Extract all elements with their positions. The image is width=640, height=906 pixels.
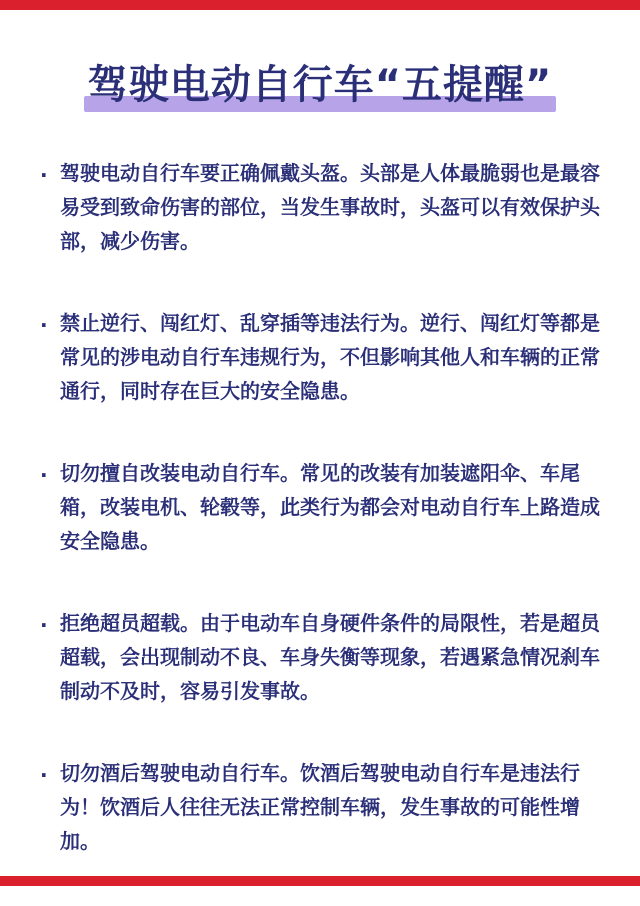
list-item (40, 606, 606, 756)
bullet-dot: · (40, 613, 48, 637)
reminder-list (40, 156, 606, 906)
reminder-text: 驾驶电动自行车要正确佩戴头盔。头部是人体最脆弱也是最容易受到致命伤害的部位，当发生事故时，头盔可以有效保护头部，减少伤害。 (60, 161, 600, 253)
list-item (40, 156, 606, 306)
list-item (40, 306, 606, 456)
bullet-dot: · (40, 763, 48, 787)
bottom-red-bar (0, 876, 640, 886)
bullet-dot: · (40, 313, 48, 337)
reminder-text: 拒绝超员超载。由于电动车自身硬件条件的局限性，若是超员超载，会出现制动不良、车身失衡等现象，若遇紧急情况刹车制动不及时，容易引发事故。 (60, 611, 600, 703)
top-red-bar (0, 0, 640, 10)
list-item (40, 456, 606, 606)
bullet-dot: · (40, 163, 48, 187)
title-block (88, 60, 553, 110)
bullet-dot: · (40, 463, 48, 487)
reminder-text: 切勿酒后驾驶电动自行车。饮酒后驾驶电动自行车是违法行为！饮酒后人往往无法正常控制车辆，发生事故的可能性增加。 (60, 761, 580, 853)
reminder-text: 切勿擅自改装电动自行车。常见的改装有加装遮阳伞、车尾箱，改装电机、轮毂等，此类行为都会对电动自行车上路造成安全隐患。 (60, 461, 600, 553)
page-title: 驾驶电动自行车“五提醒” (87, 62, 553, 108)
title-area (0, 60, 640, 110)
reminder-text: 禁止逆行、闯红灯、乱穿插等违法行为。逆行、闯红灯等都是常见的涉电动自行车违规行为，不但影响其他人和车辆的正常通行，同时存在巨大的安全隐患。 (60, 311, 600, 403)
